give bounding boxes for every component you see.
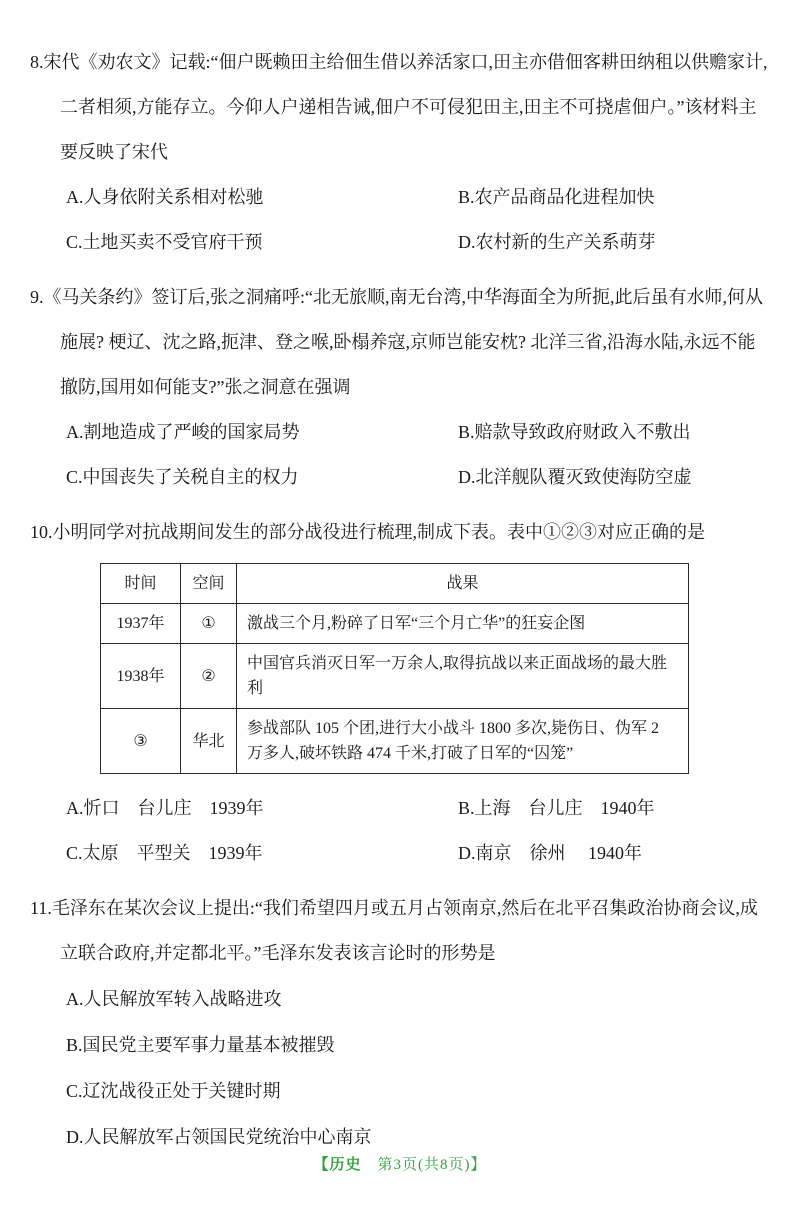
option-10-d: D.南京 徐州 1940年 — [458, 843, 642, 863]
footer-page-number: 第3页(共8页)】 — [361, 1157, 487, 1173]
table-header-space: 空间 — [181, 564, 237, 604]
table-cell-result-1: 激战三个月,粉碎了日军“三个月亡华”的狂妄企图 — [237, 604, 689, 644]
option-11-a: A.人民解放军转入战略进攻 — [66, 989, 282, 1009]
option-9-a: A.割地造成了严峻的国家局势 — [66, 422, 300, 442]
question-9-options-row-2 — [66, 455, 770, 500]
question-11-options — [30, 976, 770, 1160]
table-header-row — [101, 564, 689, 604]
question-9-stem: 9.《马关条约》签订后,张之洞痛呼:“北无旅顺,南无台湾,中华海面全为所扼,此后虽有水师,何从施展? 梗辽、沈之路,扼津、登之喉,卧榻养寇,京师岂能安枕? 北洋三省,沿海水陆,永远不能撤防,国用如何能支?”张之洞意在强调 — [30, 287, 763, 397]
table-cell-time-1: 1937年 — [101, 604, 181, 644]
table-row — [101, 644, 689, 709]
table-row — [101, 604, 689, 644]
option-10-b: B.上海 台儿庄 1940年 — [458, 798, 655, 818]
option-10-a: A.忻口 台儿庄 1939年 — [66, 798, 264, 818]
table-cell-space-2: ② — [181, 644, 237, 709]
page-footer — [0, 1153, 800, 1174]
table-header-result: 战果 — [237, 564, 689, 604]
question-10-stem: 10.小明同学对抗战期间发生的部分战役进行梳理,制成下表。表中①②③对应正确的是 — [30, 522, 705, 542]
table-cell-time-2: 1938年 — [101, 644, 181, 709]
question-8-options — [30, 175, 770, 265]
table-cell-space-1: ① — [181, 604, 237, 644]
option-10-c: C.太原 平型关 1939年 — [66, 843, 263, 863]
table-cell-space-3: 华北 — [181, 709, 237, 774]
question-10-options-row-1 — [66, 786, 770, 831]
question-10 — [30, 510, 770, 876]
question-11-stem: 11.毛泽东在某次会议上提出:“我们希望四月或五月占领南京,然后在北平召集政治协商会议,成立联合政府,并定都北平。”毛泽东发表该言论时的形势是 — [30, 898, 758, 963]
option-9-b: B.赔款导致政府财政入不敷出 — [458, 422, 691, 442]
question-8-options-row-1 — [66, 175, 770, 220]
option-9-c: C.中国丧失了关税自主的权力 — [66, 467, 299, 487]
question-9-options-row-1 — [66, 410, 770, 455]
option-11-d: D.人民解放军占领国民党统治中心南京 — [66, 1127, 372, 1147]
option-8-b: B.农产品商品化进程加快 — [458, 187, 655, 207]
table-header-time: 时间 — [101, 564, 181, 604]
question-9-options — [30, 410, 770, 500]
table-row — [101, 709, 689, 774]
question-10-options — [30, 786, 770, 876]
option-8-a: A.人身依附关系相对松驰 — [66, 187, 264, 207]
option-9-d: D.北洋舰队覆灭致使海防空虚 — [458, 467, 692, 487]
table-cell-time-3: ③ — [101, 709, 181, 774]
footer-subject: 【历史 — [313, 1157, 362, 1173]
question-8-stem: 8.宋代《劝农文》记载:“佃户既赖田主给佃生借以养活家口,田主亦借佃客耕田纳租以供赡家计,二者相须,方能存立。今仰人户递相告诫,佃户不可侵犯田主,田主不可挠虐佃户。”该材料主要反映了宋代 — [30, 52, 768, 162]
table-cell-result-3: 参战部队 105 个团,进行大小战斗 1800 多次,毙伤日、伪军 2 万多人,破坏铁路 474 千米,打破了日军的“囚笼” — [237, 709, 689, 774]
question-8-options-row-2 — [66, 220, 770, 265]
option-8-d: D.农村新的生产关系萌芽 — [458, 232, 656, 252]
question-9 — [30, 275, 770, 500]
question-10-options-row-2 — [66, 831, 770, 876]
option-11-c: C.辽沈战役正处于关键时期 — [66, 1081, 281, 1101]
option-11-b: B.国民党主要军事力量基本被摧毁 — [66, 1035, 335, 1055]
battles-table — [100, 563, 689, 774]
table-cell-result-2: 中国官兵消灭日军一万余人,取得抗战以来正面战场的最大胜利 — [237, 644, 689, 709]
option-8-c: C.土地买卖不受官府干预 — [66, 232, 263, 252]
question-8 — [30, 40, 770, 265]
question-11 — [30, 886, 770, 1160]
